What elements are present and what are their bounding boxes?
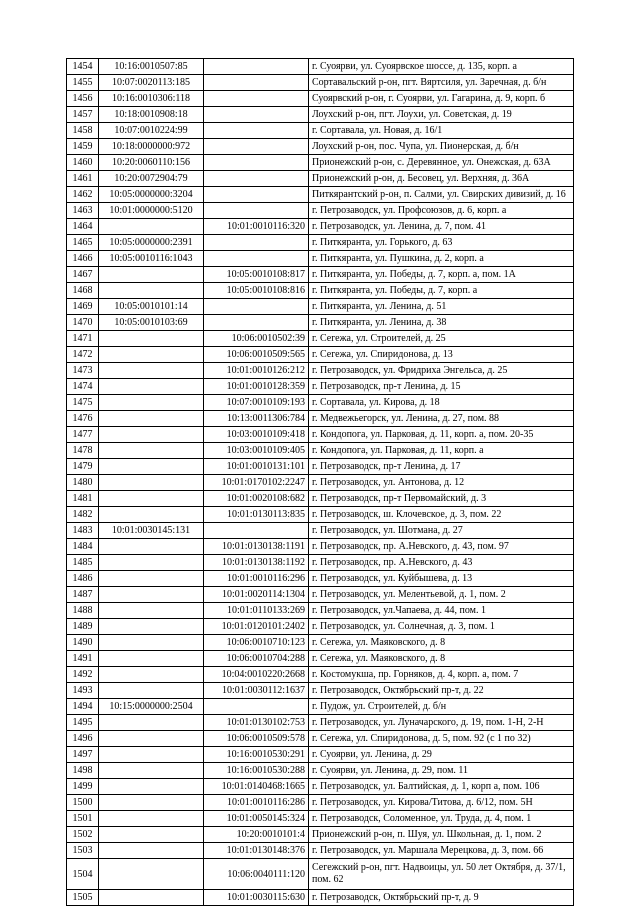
address-cell: г. Петрозаводск, ул. Профсоюзов, д. 6, корп. а (309, 203, 574, 219)
room-cadastral-number-cell: 10:01:0170102:2247 (204, 475, 309, 491)
table-row (67, 795, 574, 811)
address-cell: г. Петрозаводск, ул.Чапаева, д. 44, пом. 1 (309, 603, 574, 619)
table-row (67, 843, 574, 859)
cadastral-number-cell (99, 683, 204, 699)
room-cadastral-number-cell (204, 235, 309, 251)
row-number-cell: 1461 (67, 171, 99, 187)
row-number-cell: 1495 (67, 715, 99, 731)
room-cadastral-number-cell (204, 155, 309, 171)
room-cadastral-number-cell: 10:01:0010131:101 (204, 459, 309, 475)
cadastral-number-cell (99, 747, 204, 763)
cadastral-number-cell (99, 795, 204, 811)
table-row (67, 539, 574, 555)
row-number-cell: 1471 (67, 331, 99, 347)
registry-table (66, 58, 574, 906)
table-row (67, 475, 574, 491)
row-number-cell: 1469 (67, 299, 99, 315)
row-number-cell: 1491 (67, 651, 99, 667)
room-cadastral-number-cell: 10:01:0050145:324 (204, 811, 309, 827)
row-number-cell: 1489 (67, 619, 99, 635)
cadastral-number-cell (99, 715, 204, 731)
table-row (67, 811, 574, 827)
address-cell: г. Пудож, ул. Строителей, д. б/н (309, 699, 574, 715)
cadastral-number-cell (99, 651, 204, 667)
cadastral-number-cell (99, 587, 204, 603)
address-cell: г. Петрозаводск, ш. Клочевское, д. 3, пом. 22 (309, 507, 574, 523)
room-cadastral-number-cell: 10:01:0110133:269 (204, 603, 309, 619)
room-cadastral-number-cell (204, 91, 309, 107)
table-row (67, 251, 574, 267)
table-row (67, 507, 574, 523)
address-cell: Сортавальский р-он, пгт. Вяртсиля, ул. Заречная, д. б/н (309, 75, 574, 91)
row-number-cell: 1492 (67, 667, 99, 683)
cadastral-number-cell (99, 843, 204, 859)
address-cell: Сегежский р-он, пгт. Надвоицы, ул. 50 лет Октября, д. 37/1, пом. 62 (309, 859, 574, 890)
table-row (67, 235, 574, 251)
room-cadastral-number-cell (204, 75, 309, 91)
room-cadastral-number-cell: 10:01:0020108:682 (204, 491, 309, 507)
row-number-cell: 1499 (67, 779, 99, 795)
cadastral-number-cell: 10:16:0010306:118 (99, 91, 204, 107)
address-cell: г. Петрозаводск, ул. Ленина, д. 7, пом. 41 (309, 219, 574, 235)
address-cell: г. Петрозаводск, ул. Мелентьевой, д. 1, пом. 2 (309, 587, 574, 603)
table-row (67, 347, 574, 363)
row-number-cell: 1475 (67, 395, 99, 411)
address-cell: г. Петрозаводск, Соломенное, ул. Труда, д. 4, пом. 1 (309, 811, 574, 827)
table-row (67, 219, 574, 235)
address-cell: г. Петрозаводск, ул. Куйбышева, д. 13 (309, 571, 574, 587)
room-cadastral-number-cell (204, 203, 309, 219)
room-cadastral-number-cell (204, 251, 309, 267)
room-cadastral-number-cell: 10:06:0010509:578 (204, 731, 309, 747)
address-cell: г. Петрозаводск, ул. Луначарского, д. 19, пом. 1-Н, 2-Н (309, 715, 574, 731)
room-cadastral-number-cell: 10:04:0010220:2668 (204, 667, 309, 683)
table-row (67, 747, 574, 763)
row-number-cell: 1500 (67, 795, 99, 811)
table-row (67, 587, 574, 603)
table-row (67, 555, 574, 571)
cadastral-number-cell (99, 267, 204, 283)
cadastral-number-cell (99, 331, 204, 347)
room-cadastral-number-cell: 10:06:0010704:288 (204, 651, 309, 667)
cadastral-number-cell (99, 635, 204, 651)
room-cadastral-number-cell: 10:06:0010710:123 (204, 635, 309, 651)
table-row (67, 763, 574, 779)
cadastral-number-cell (99, 475, 204, 491)
cadastral-number-cell (99, 363, 204, 379)
row-number-cell: 1493 (67, 683, 99, 699)
address-cell: Лоухский р-он, пос. Чупа, ул. Пионерская, д. б/н (309, 139, 574, 155)
table-row (67, 267, 574, 283)
cadastral-number-cell (99, 379, 204, 395)
address-cell: г. Медвежьегорск, ул. Ленина, д. 27, пом. 88 (309, 411, 574, 427)
cadastral-number-cell: 10:18:0000000:972 (99, 139, 204, 155)
address-cell: г. Кондопога, ул. Парковая, д. 11, корп. а (309, 443, 574, 459)
table-row (67, 635, 574, 651)
table-row (67, 203, 574, 219)
row-number-cell: 1462 (67, 187, 99, 203)
row-number-cell: 1458 (67, 123, 99, 139)
address-cell: г. Петрозаводск, ул. Маршала Мерецкова, д. 3, пом. 66 (309, 843, 574, 859)
row-number-cell: 1468 (67, 283, 99, 299)
row-number-cell: 1483 (67, 523, 99, 539)
address-cell: Лоухский р-он, пгт. Лоухи, ул. Советская, д. 19 (309, 107, 574, 123)
row-number-cell: 1504 (67, 859, 99, 890)
room-cadastral-number-cell: 10:01:0130138:1192 (204, 555, 309, 571)
room-cadastral-number-cell: 10:01:0130138:1191 (204, 539, 309, 555)
row-number-cell: 1474 (67, 379, 99, 395)
cadastral-number-cell (99, 491, 204, 507)
table-row (67, 91, 574, 107)
cadastral-number-cell (99, 859, 204, 890)
table-row (67, 123, 574, 139)
row-number-cell: 1478 (67, 443, 99, 459)
table-row (67, 379, 574, 395)
room-cadastral-number-cell (204, 107, 309, 123)
room-cadastral-number-cell: 10:01:0130113:835 (204, 507, 309, 523)
row-number-cell: 1481 (67, 491, 99, 507)
row-number-cell: 1485 (67, 555, 99, 571)
room-cadastral-number-cell (204, 523, 309, 539)
table-row (67, 890, 574, 906)
room-cadastral-number-cell: 10:20:0010101:4 (204, 827, 309, 843)
cadastral-number-cell (99, 459, 204, 475)
row-number-cell: 1473 (67, 363, 99, 379)
row-number-cell: 1472 (67, 347, 99, 363)
cadastral-number-cell (99, 347, 204, 363)
room-cadastral-number-cell: 10:01:0120101:2402 (204, 619, 309, 635)
table-row (67, 139, 574, 155)
address-cell: Прионежский р-он, с. Деревянное, ул. Онежская, д. 63А (309, 155, 574, 171)
table-row (67, 59, 574, 75)
table-row (67, 683, 574, 699)
room-cadastral-number-cell: 10:03:0010109:418 (204, 427, 309, 443)
cadastral-number-cell (99, 395, 204, 411)
address-cell: г. Суоярви, ул. Ленина, д. 29, пом. 11 (309, 763, 574, 779)
room-cadastral-number-cell: 10:06:0040111:120 (204, 859, 309, 890)
address-cell: г. Сегежа, ул. Строителей, д. 25 (309, 331, 574, 347)
address-cell: г. Сегежа, ул. Маяковского, д. 8 (309, 651, 574, 667)
room-cadastral-number-cell: 10:16:0010530:288 (204, 763, 309, 779)
cadastral-number-cell (99, 443, 204, 459)
address-cell: Прионежский р-он, д. Бесовец, ул. Верхняя, д. 36А (309, 171, 574, 187)
address-cell: г. Питкяранта, ул. Победы, д. 7, корп. а, пом. 1А (309, 267, 574, 283)
table-row (67, 699, 574, 715)
room-cadastral-number-cell (204, 699, 309, 715)
room-cadastral-number-cell: 10:05:0010108:817 (204, 267, 309, 283)
table-row (67, 859, 574, 890)
address-cell: г. Петрозаводск, ул. Балтийская, д. 1, корп а, пом. 106 (309, 779, 574, 795)
cadastral-number-cell: 10:07:0010224:99 (99, 123, 204, 139)
row-number-cell: 1476 (67, 411, 99, 427)
address-cell: Прионежский р-он, п. Шуя, ул. Школьная, д. 1, пом. 2 (309, 827, 574, 843)
row-number-cell: 1487 (67, 587, 99, 603)
room-cadastral-number-cell: 10:01:0030112:1637 (204, 683, 309, 699)
address-cell: г. Сегежа, ул. Маяковского, д. 8 (309, 635, 574, 651)
address-cell: г. Петрозаводск, пр-т Ленина, д. 15 (309, 379, 574, 395)
address-cell: г. Петрозаводск, пр-т Первомайский, д. 3 (309, 491, 574, 507)
room-cadastral-number-cell: 10:01:0130148:376 (204, 843, 309, 859)
cadastral-number-cell (99, 763, 204, 779)
table-row (67, 283, 574, 299)
row-number-cell: 1484 (67, 539, 99, 555)
cadastral-number-cell (99, 539, 204, 555)
row-number-cell: 1455 (67, 75, 99, 91)
row-number-cell: 1498 (67, 763, 99, 779)
cadastral-number-cell (99, 555, 204, 571)
room-cadastral-number-cell: 10:13:0011306:784 (204, 411, 309, 427)
address-cell: г. Питкяранта, ул. Пушкина, д. 2, корп. а (309, 251, 574, 267)
room-cadastral-number-cell (204, 299, 309, 315)
cadastral-number-cell (99, 827, 204, 843)
cadastral-number-cell (99, 603, 204, 619)
room-cadastral-number-cell: 10:06:0010509:565 (204, 347, 309, 363)
room-cadastral-number-cell: 10:01:0130102:753 (204, 715, 309, 731)
cadastral-number-cell (99, 219, 204, 235)
row-number-cell: 1463 (67, 203, 99, 219)
address-cell: г. Петрозаводск, Октябрьский пр-т, д. 9 (309, 890, 574, 906)
address-cell: г. Сегежа, ул. Спиридонова, д. 13 (309, 347, 574, 363)
address-cell: г. Питкяранта, ул. Победы, д. 7, корп. а (309, 283, 574, 299)
table-row (67, 523, 574, 539)
room-cadastral-number-cell (204, 187, 309, 203)
cadastral-number-cell: 10:01:0000000:5120 (99, 203, 204, 219)
table-row (67, 171, 574, 187)
cadastral-number-cell (99, 507, 204, 523)
cadastral-number-cell (99, 811, 204, 827)
address-cell: г. Питкяранта, ул. Горького, д. 63 (309, 235, 574, 251)
table-row (67, 107, 574, 123)
table-row (67, 571, 574, 587)
table-row (67, 619, 574, 635)
cadastral-number-cell: 10:18:0010908:18 (99, 107, 204, 123)
row-number-cell: 1488 (67, 603, 99, 619)
room-cadastral-number-cell (204, 59, 309, 75)
address-cell: г. Петрозаводск, пр. А.Невского, д. 43 (309, 555, 574, 571)
room-cadastral-number-cell: 10:07:0010109:193 (204, 395, 309, 411)
address-cell: Суоярвский р-он, г. Суоярви, ул. Гагарина, д. 9, корп. б (309, 91, 574, 107)
table-row (67, 331, 574, 347)
address-cell: г. Сегежа, ул. Спиридонова, д. 5, пом. 92 (с 1 по 32) (309, 731, 574, 747)
table-row (67, 459, 574, 475)
cadastral-number-cell: 10:05:0010103:69 (99, 315, 204, 331)
table-row (67, 731, 574, 747)
room-cadastral-number-cell (204, 123, 309, 139)
address-cell: г. Кондопога, ул. Парковая, д. 11, корп. а, пом. 20-35 (309, 427, 574, 443)
row-number-cell: 1503 (67, 843, 99, 859)
cadastral-number-cell (99, 283, 204, 299)
room-cadastral-number-cell: 10:03:0010109:405 (204, 443, 309, 459)
cadastral-number-cell: 10:15:0000000:2504 (99, 699, 204, 715)
table-row (67, 155, 574, 171)
table-row (67, 427, 574, 443)
room-cadastral-number-cell (204, 171, 309, 187)
address-cell: г. Петрозаводск, ул. Антонова, д. 12 (309, 475, 574, 491)
cadastral-number-cell: 10:05:0000000:3204 (99, 187, 204, 203)
table-row (67, 715, 574, 731)
cadastral-number-cell (99, 571, 204, 587)
row-number-cell: 1477 (67, 427, 99, 443)
room-cadastral-number-cell: 10:01:0010128:359 (204, 379, 309, 395)
address-cell: г. Питкяранта, ул. Ленина, д. 38 (309, 315, 574, 331)
row-number-cell: 1457 (67, 107, 99, 123)
address-cell: г. Петрозаводск, ул. Солнечная, д. 3, пом. 1 (309, 619, 574, 635)
row-number-cell: 1465 (67, 235, 99, 251)
room-cadastral-number-cell: 10:01:0010126:212 (204, 363, 309, 379)
table-row (67, 315, 574, 331)
room-cadastral-number-cell: 10:01:0010116:320 (204, 219, 309, 235)
table-row (67, 603, 574, 619)
row-number-cell: 1454 (67, 59, 99, 75)
room-cadastral-number-cell (204, 315, 309, 331)
row-number-cell: 1497 (67, 747, 99, 763)
cadastral-number-cell (99, 619, 204, 635)
room-cadastral-number-cell: 10:01:0010116:286 (204, 795, 309, 811)
row-number-cell: 1486 (67, 571, 99, 587)
address-cell: г. Сортавала, ул. Кирова, д. 18 (309, 395, 574, 411)
row-number-cell: 1466 (67, 251, 99, 267)
cadastral-number-cell: 10:20:0060110:156 (99, 155, 204, 171)
table-row (67, 651, 574, 667)
table-row (67, 299, 574, 315)
cadastral-number-cell (99, 890, 204, 906)
cadastral-number-cell (99, 779, 204, 795)
row-number-cell: 1456 (67, 91, 99, 107)
room-cadastral-number-cell: 10:05:0010108:816 (204, 283, 309, 299)
address-cell: г. Петрозаводск, ул. Фридриха Энгельса, д. 25 (309, 363, 574, 379)
table-row (67, 491, 574, 507)
row-number-cell: 1501 (67, 811, 99, 827)
row-number-cell: 1502 (67, 827, 99, 843)
cadastral-number-cell (99, 667, 204, 683)
table-row (67, 827, 574, 843)
cadastral-number-cell: 10:01:0030145:131 (99, 523, 204, 539)
room-cadastral-number-cell: 10:06:0010502:39 (204, 331, 309, 347)
address-cell: г. Сортавала, ул. Новая, д. 16/1 (309, 123, 574, 139)
address-cell: г. Петрозаводск, ул. Шотмана, д. 27 (309, 523, 574, 539)
table-row (67, 779, 574, 795)
address-cell: г. Петрозаводск, пр-т Ленина, д. 17 (309, 459, 574, 475)
row-number-cell: 1464 (67, 219, 99, 235)
row-number-cell: 1460 (67, 155, 99, 171)
address-cell: Питкярантский р-он, п. Салми, ул. Свирских дивизий, д. 16 (309, 187, 574, 203)
room-cadastral-number-cell: 10:01:0010116:296 (204, 571, 309, 587)
table-row (67, 443, 574, 459)
cadastral-number-cell: 10:05:0000000:2391 (99, 235, 204, 251)
table-row (67, 187, 574, 203)
address-cell: г. Петрозаводск, ул. Кирова/Титова, д. 6/12, пом. 5Н (309, 795, 574, 811)
row-number-cell: 1459 (67, 139, 99, 155)
cadastral-number-cell (99, 731, 204, 747)
registry-table-body (67, 59, 574, 906)
row-number-cell: 1490 (67, 635, 99, 651)
address-cell: г. Петрозаводск, пр. А.Невского, д. 43, пом. 97 (309, 539, 574, 555)
row-number-cell: 1505 (67, 890, 99, 906)
room-cadastral-number-cell (204, 139, 309, 155)
cadastral-number-cell: 10:05:0010116:1043 (99, 251, 204, 267)
cadastral-number-cell: 10:16:0010507:85 (99, 59, 204, 75)
row-number-cell: 1479 (67, 459, 99, 475)
address-cell: г. Суоярви, ул. Ленина, д. 29 (309, 747, 574, 763)
address-cell: г. Суоярви, ул. Суоярвское шоссе, д. 135, корп. а (309, 59, 574, 75)
address-cell: г. Петрозаводск, Октябрьский пр-т, д. 22 (309, 683, 574, 699)
address-cell: г. Питкяранта, ул. Ленина, д. 51 (309, 299, 574, 315)
table-row (67, 411, 574, 427)
row-number-cell: 1482 (67, 507, 99, 523)
table-row (67, 667, 574, 683)
table-row (67, 395, 574, 411)
room-cadastral-number-cell: 10:01:0020114:1304 (204, 587, 309, 603)
table-row (67, 363, 574, 379)
row-number-cell: 1496 (67, 731, 99, 747)
row-number-cell: 1494 (67, 699, 99, 715)
row-number-cell: 1470 (67, 315, 99, 331)
row-number-cell: 1467 (67, 267, 99, 283)
cadastral-number-cell: 10:07:0020113:185 (99, 75, 204, 91)
table-row (67, 75, 574, 91)
cadastral-number-cell: 10:05:0010101:14 (99, 299, 204, 315)
cadastral-number-cell (99, 427, 204, 443)
room-cadastral-number-cell: 10:01:0030115:630 (204, 890, 309, 906)
address-cell: г. Костомукша, пр. Горняков, д. 4, корп. а, пом. 7 (309, 667, 574, 683)
cadastral-number-cell: 10:20:0072904:79 (99, 171, 204, 187)
room-cadastral-number-cell: 10:01:0140468:1665 (204, 779, 309, 795)
cadastral-number-cell (99, 411, 204, 427)
room-cadastral-number-cell: 10:16:0010530:291 (204, 747, 309, 763)
row-number-cell: 1480 (67, 475, 99, 491)
